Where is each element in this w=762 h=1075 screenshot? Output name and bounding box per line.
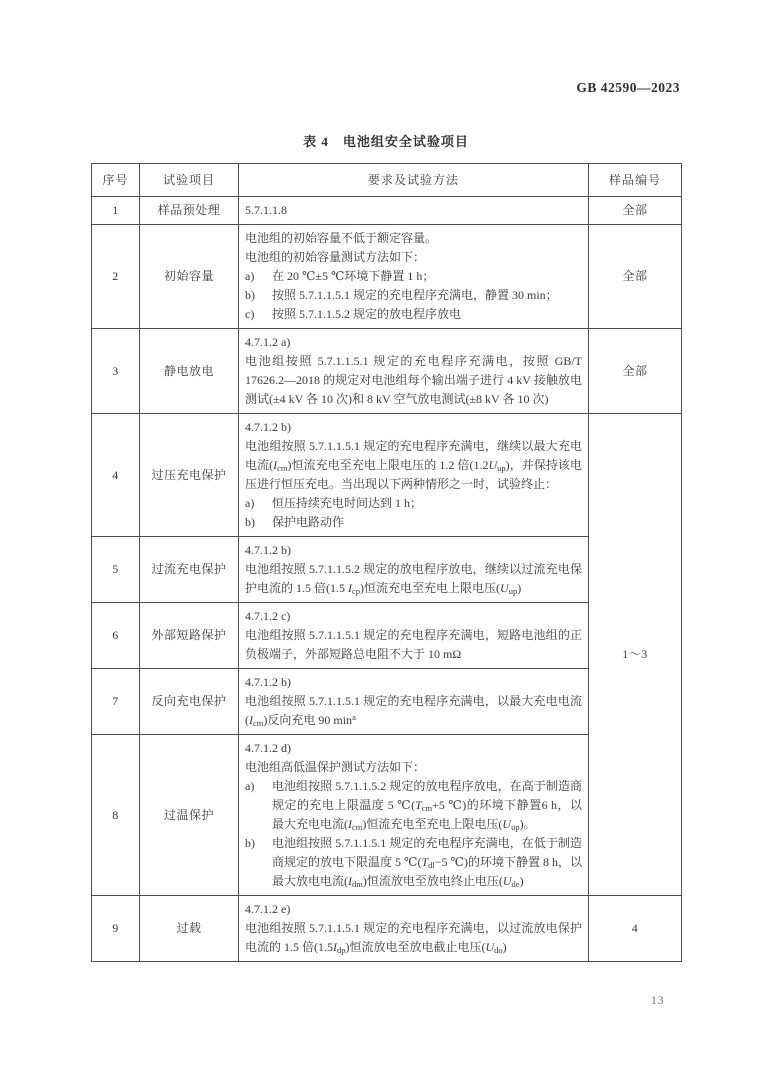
table-header-row: [92, 164, 682, 197]
method-cell: [239, 603, 589, 669]
table-row: [92, 225, 682, 329]
row-number-cell: 6: [92, 603, 140, 669]
method-line-text: 4.7.1.2 b): [245, 420, 291, 434]
method-line: [245, 333, 582, 352]
method-line: [245, 777, 582, 834]
method-line-text: 电池组按照 5.7.1.1.5.1 规定的充电程序充满电，以最大充电电流$(I_{cm})$反向充电 90 $\min^a$: [245, 694, 582, 728]
row-number-cell: 2: [92, 225, 140, 329]
test-item-cell: 外部短路保护: [140, 603, 239, 669]
list-marker: a): [245, 496, 255, 510]
table-row: [92, 414, 682, 537]
method-line-text: 恒压持续充电时间达到 1 h；: [272, 496, 423, 510]
method-line-text: 按照 5.7.1.1.5.2 规定的放电程序放电: [272, 307, 462, 321]
method-line: [245, 758, 582, 777]
method-line: [245, 494, 582, 513]
table-row: [92, 197, 682, 225]
table-title: 表 4 电池组安全试验项目: [303, 134, 469, 149]
method-cell: [239, 197, 589, 225]
method-line-text: 电池组按照 5.7.1.1.5.2 规定的放电程序放电，在高于制造商规定的充电上限温度 5 $℃(T_{cm}+5$ ℃)的环境下静置6 h，以最大充电电流$(I_{cm})$恒流充电至充电上限电压$(U_{up})$。: [272, 779, 582, 832]
test-item-cell: 反向充电保护: [140, 669, 239, 735]
method-line-text: 电池组的初始容量测试方法如下：: [245, 250, 426, 264]
column-header: 要求及试验方法: [239, 164, 589, 197]
test-item-cell: 过载: [140, 896, 239, 962]
sample-cell: 全部: [589, 225, 682, 329]
test-item-cell: 样品预处理: [140, 197, 239, 225]
page-number: 13: [651, 995, 665, 1007]
list-marker: a): [245, 779, 255, 793]
method-line-text: 电池组的初始容量不低于额定容量。: [245, 231, 438, 245]
column-header: 样品编号: [589, 164, 682, 197]
sample-cell: 全部: [589, 329, 682, 414]
method-line: [245, 626, 582, 664]
row-number-cell: 1: [92, 197, 140, 225]
table-row: [92, 896, 682, 962]
table-row: [92, 329, 682, 414]
method-line: [245, 692, 582, 730]
list-marker: b): [245, 836, 255, 850]
method-line: [245, 418, 582, 437]
sample-cell: 全部: [589, 197, 682, 225]
method-line: [245, 900, 582, 919]
test-item-cell: 过温保护: [140, 735, 239, 896]
sample-cell: 1～3: [589, 414, 682, 896]
method-line: [245, 267, 582, 286]
list-marker: a): [245, 269, 255, 283]
method-line-text: 保护电路动作: [272, 515, 345, 529]
method-cell: [239, 329, 589, 414]
method-line-text: 5.7.1.1.8: [245, 203, 287, 217]
list-marker: c): [245, 307, 255, 321]
method-line-text: 4.7.1.2 b): [245, 543, 291, 557]
row-number-cell: 8: [92, 735, 140, 896]
method-line-text: 4.7.1.2 a): [245, 335, 291, 349]
row-number-cell: 3: [92, 329, 140, 414]
method-line-text: 电池组按照 5.7.1.1.5.1 规定的充电程序充满电，按照 GB/T 17626.2—2018 的规定对电池组每个输出端子进行 4 kV 接触放电测试(±4 kV 各 10 次)和 8 kV 空气放电测试(±8 kV 各 10 次): [245, 354, 582, 406]
method-cell: [239, 537, 589, 603]
method-line-text: 在 20 ℃±5 ℃环境下静置 1 h；: [272, 269, 435, 283]
sample-cell: 4: [589, 896, 682, 962]
list-marker: b): [245, 515, 255, 529]
method-line: [245, 286, 582, 305]
method-line: [245, 607, 582, 626]
method-line: [245, 834, 582, 891]
method-cell: [239, 896, 589, 962]
test-item-cell: 静电放电: [140, 329, 239, 414]
method-cell: [239, 414, 589, 537]
list-marker: b): [245, 288, 255, 302]
test-item-cell: 过流充电保护: [140, 537, 239, 603]
column-header: 序号: [92, 164, 140, 197]
method-line-text: 4.7.1.2 c): [245, 609, 291, 623]
method-line-text: 按照 5.7.1.1.5.1 规定的充电程序充满电，静置 30 min；: [272, 288, 558, 302]
method-cell: [239, 225, 589, 329]
safety-test-table: [91, 163, 681, 962]
method-line-text: 电池组高低温保护测试方法如下：: [245, 760, 426, 774]
method-line: [245, 248, 582, 267]
row-number-cell: 7: [92, 669, 140, 735]
method-line: [245, 739, 582, 758]
method-line: [245, 305, 582, 324]
test-item-cell: 初始容量: [140, 225, 239, 329]
method-line-text: 电池组按照 5.7.1.1.5.2 规定的放电程序放电，继续以过流充电保护电流的 1.5 倍(1.5 $I_{cp}$)恒流充电至充电上限电压$(U_{up})$: [245, 562, 582, 596]
method-line: [245, 541, 582, 560]
method-cell: [239, 735, 589, 896]
method-line: [245, 919, 582, 957]
method-line-text: 4.7.1.2 b): [245, 675, 291, 689]
standard-code: GB 42590—2023: [576, 80, 680, 95]
method-line-text: 电池组按照 5.7.1.1.5.1 规定的充电程序充满电，在低于制造商规定的放电下限温度 5 $℃(T_{dl}-5$ ℃)的环境下静置 8 h，以最大放电电流$(I_{dm})$恒流放电至放电终止电压$(U_{de})$: [272, 836, 582, 889]
method-cell: [239, 669, 589, 735]
method-line: [245, 229, 582, 248]
row-number-cell: 9: [92, 896, 140, 962]
method-line: [245, 513, 582, 532]
method-line-text: 电池组按照 5.7.1.1.5.1 规定的充电程序充满电，以过流放电保护电流的 1.5 倍$(1.5I_{dp})$恒流放电至放电截止电压$(U_{do})$: [245, 921, 582, 955]
method-line: [245, 560, 582, 598]
method-line-text: 电池组按照 5.7.1.1.5.1 规定的充电程序充满电，继续以最大充电电流$(I_{cm})$恒流充电至充电上限电压的 1.2 倍$(1.2U_{up})$，并保持该电压进行恒压充电。当出现以下两种情形之一时，试验终止：: [245, 439, 582, 491]
method-line-text: 电池组按照 5.7.1.1.5.1 规定的充电程序充满电，短路电池组的正负极端子，外部短路总电阻不大于 10 mΩ: [245, 628, 582, 661]
method-line: [245, 352, 582, 409]
row-number-cell: 4: [92, 414, 140, 537]
method-line-text: 4.7.1.2 e): [245, 902, 291, 916]
method-line-text: 4.7.1.2 d): [245, 741, 291, 755]
test-item-cell: 过压充电保护: [140, 414, 239, 537]
method-line: [245, 673, 582, 692]
method-line: [245, 437, 582, 494]
method-line: [245, 201, 582, 220]
column-header: 试验项目: [140, 164, 239, 197]
row-number-cell: 5: [92, 537, 140, 603]
